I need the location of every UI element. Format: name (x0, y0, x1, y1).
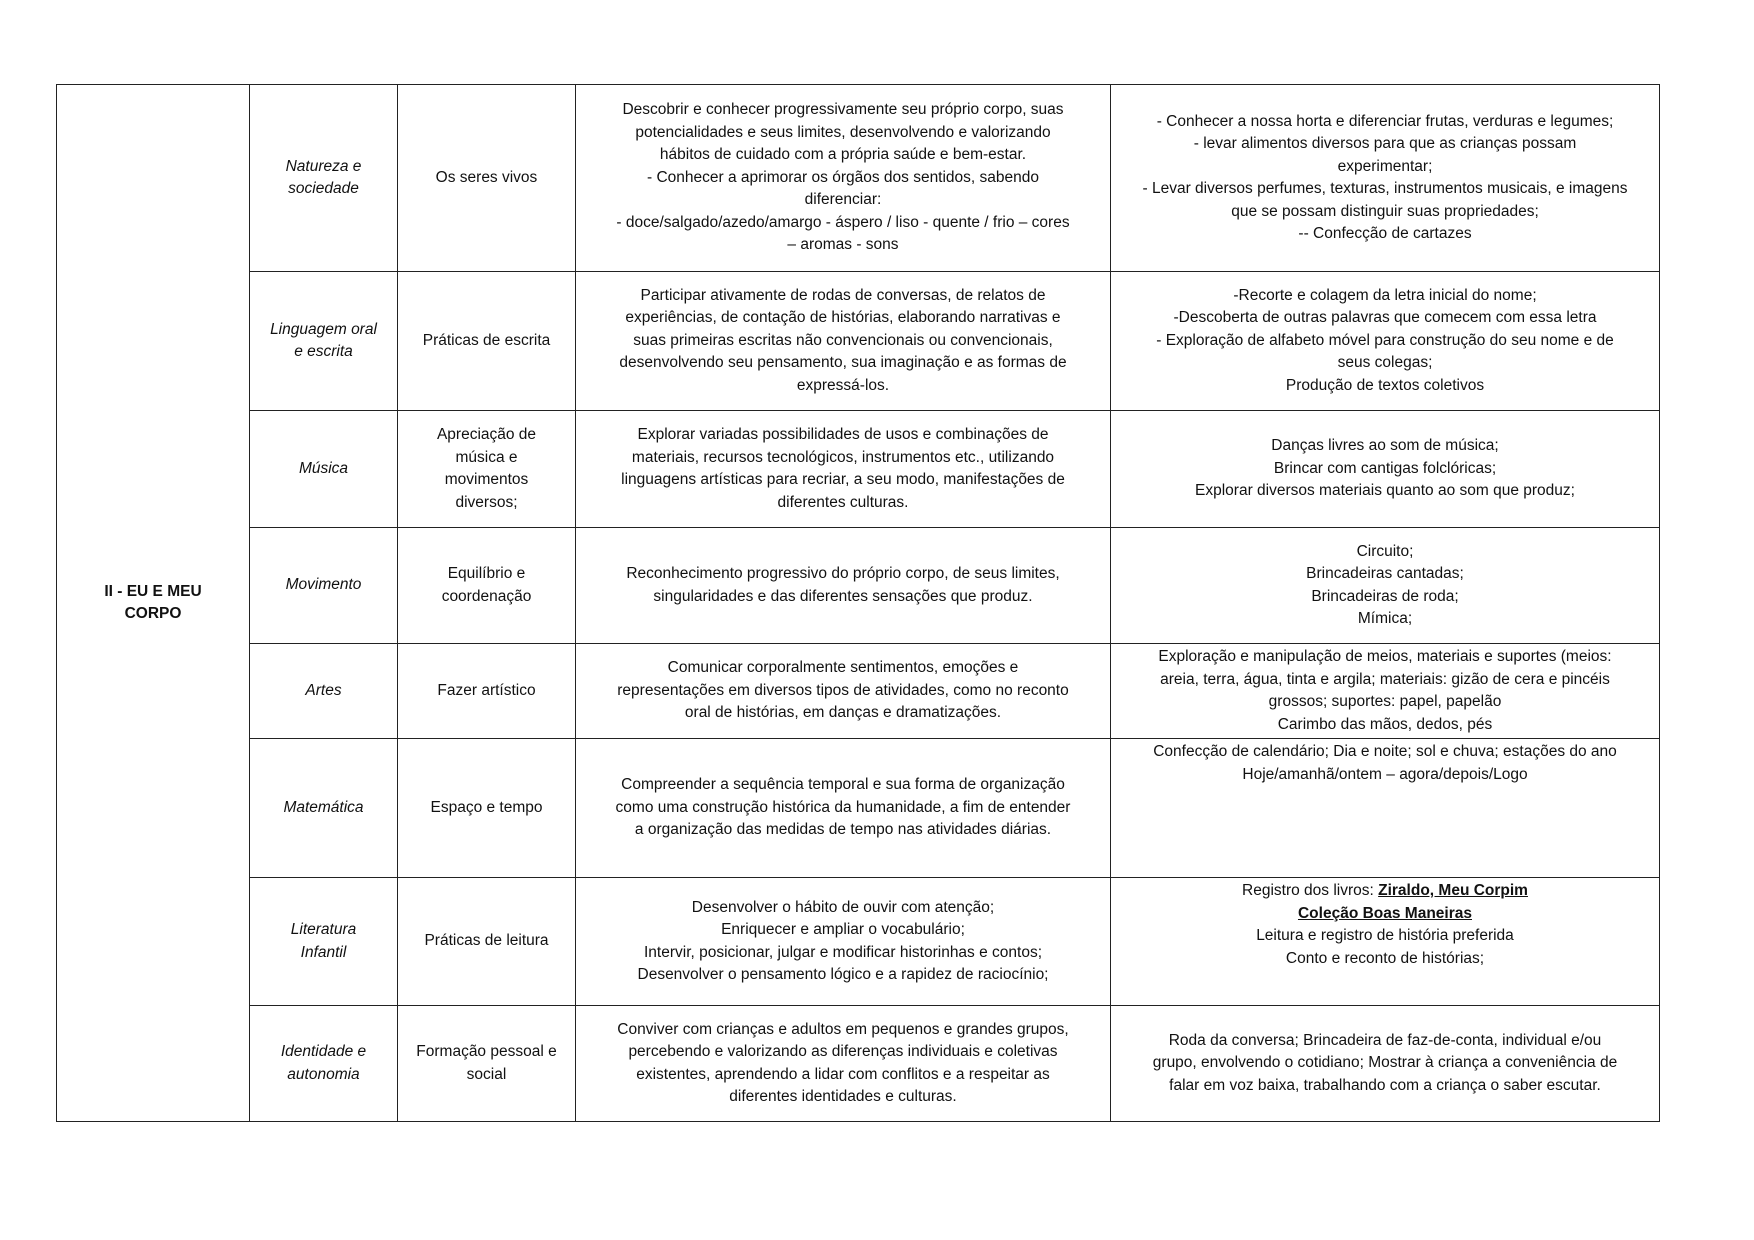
topic-cell: Equilíbrio e coordenação (398, 528, 576, 644)
objectives-cell: Compreender a sequência temporal e sua forma de organização como uma construção histórica da humanidade, a fim de entender a organização das medidas de tempo nas atividades diárias. (576, 739, 1111, 878)
lesson-plan-table (56, 84, 1660, 1122)
table-row (57, 85, 1660, 272)
field-cell: Artes (250, 644, 398, 739)
topic-cell: Práticas de escrita (398, 272, 576, 411)
objectives-cell: Desenvolver o hábito de ouvir com atenção; Enriquecer e ampliar o vocabulário; Intervir, posicionar, julgar e modificar historinhas e contos; Desenvolver o pensamento lógico e a rapidez de raciocínio; (576, 878, 1111, 1006)
field-cell: Literatura Infantil (250, 878, 398, 1006)
objectives-cell: Reconhecimento progressivo do próprio corpo, de seus limites, singularidades e das diferentes sensações que produz. (576, 528, 1111, 644)
topic-cell: Espaço e tempo (398, 739, 576, 878)
activities-cell: -Recorte e colagem da letra inicial do nome; -Descoberta de outras palavras que comecem com essa letra - Exploração de alfabeto móvel para construção do seu nome e de seus colegas; Produção de textos coletivos (1111, 272, 1660, 411)
field-cell: Movimento (250, 528, 398, 644)
topic-cell: Práticas de leitura (398, 878, 576, 1006)
table-row (57, 528, 1660, 644)
objectives-cell: Descobrir e conhecer progressivamente seu próprio corpo, suas potencialidades e seus limites, desenvolvendo e valorizando hábitos de cuidado com a própria saúde e bem-estar. - Conhecer a aprimorar os órgãos dos sentidos, sabendo diferenciar: - doce/salgado/azedo/amargo - áspero / liso - quente / frio – cores – aromas - sons (576, 85, 1111, 272)
book-title: Ziraldo, Meu Corpim (1378, 882, 1528, 899)
unit-title: II - EU E MEU CORPO (57, 85, 250, 1122)
activities-cell: Danças livres ao som de música; Brincar com cantigas folclóricas; Explorar diversos materiais quanto ao som que produz; (1111, 411, 1660, 528)
book-collection-title: Coleção Boas Maneiras (1297, 904, 1472, 922)
field-cell: Música (250, 411, 398, 528)
objectives-cell: Participar ativamente de rodas de conversas, de relatos de experiências, de contação de histórias, elaborando narrativas e suas primeiras escritas não convencionais ou convencionais, desenvolvendo seu pensamento, sua imaginação e as formas de expressá-los. (576, 272, 1111, 411)
table-row (57, 272, 1660, 411)
topic-cell: Apreciação de música e movimentos diversos; (398, 411, 576, 528)
table-row (57, 1006, 1660, 1122)
table-row (57, 644, 1660, 739)
table-row (57, 878, 1660, 1006)
table-row (57, 411, 1660, 528)
topic-cell: Formação pessoal e social (398, 1006, 576, 1122)
objectives-cell: Explorar variadas possibilidades de usos e combinações de materiais, recursos tecnológicos, instrumentos etc., utilizando linguagens artísticas para recriar, a seu modo, manifestações de diferentes culturas. (576, 411, 1111, 528)
field-cell: Identidade e autonomia (250, 1006, 398, 1122)
field-cell: Linguagem oral e escrita (250, 272, 398, 411)
objectives-cell: Conviver com crianças e adultos em pequenos e grandes grupos, percebendo e valorizando as diferenças individuais e coletivas existentes, aprendendo a lidar com conflitos e a respeitar as diferentes identidades e culturas. (576, 1006, 1111, 1122)
activities-cell: Registro dos livros: Ziraldo, Meu Corpim Coleção Boas Maneiras Leitura e registro de história preferida Conto e reconto de histórias; (1111, 878, 1660, 1006)
field-cell: Natureza e sociedade (250, 85, 398, 272)
activities-cell: Roda da conversa; Brincadeira de faz-de-conta, individual e/ou grupo, envolvendo o cotidiano; Mostrar à criança a conveniência de falar em voz baixa, trabalhando com a criança o saber escutar. (1111, 1006, 1660, 1122)
topic-cell: Fazer artístico (398, 644, 576, 739)
activities-cell: Confecção de calendário; Dia e noite; sol e chuva; estações do ano Hoje/amanhã/ontem – agora/depois/Logo (1111, 739, 1660, 878)
table-row (57, 739, 1660, 878)
activities-cell: Exploração e manipulação de meios, materiais e suportes (meios: areia, terra, água, tinta e argila; materiais: gizão de cera e pincéis grossos; suportes: papel, papelão Carimbo das mãos, dedos, pés (1111, 644, 1660, 739)
activities-cell: - Conhecer a nossa horta e diferenciar frutas, verduras e legumes; - levar alimentos diversos para que as crianças possam experimentar; - Levar diversos perfumes, texturas, instrumentos musicais, e imagens que se possam distinguir suas propriedades; -- Confecção de cartazes (1111, 85, 1660, 272)
activities-cell: Circuito; Brincadeiras cantadas; Brincadeiras de roda; Mímica; (1111, 528, 1660, 644)
field-cell: Matemática (250, 739, 398, 878)
topic-cell: Os seres vivos (398, 85, 576, 272)
objectives-cell: Comunicar corporalmente sentimentos, emoções e representações em diversos tipos de atividades, como no reconto oral de histórias, em danças e dramatizações. (576, 644, 1111, 739)
